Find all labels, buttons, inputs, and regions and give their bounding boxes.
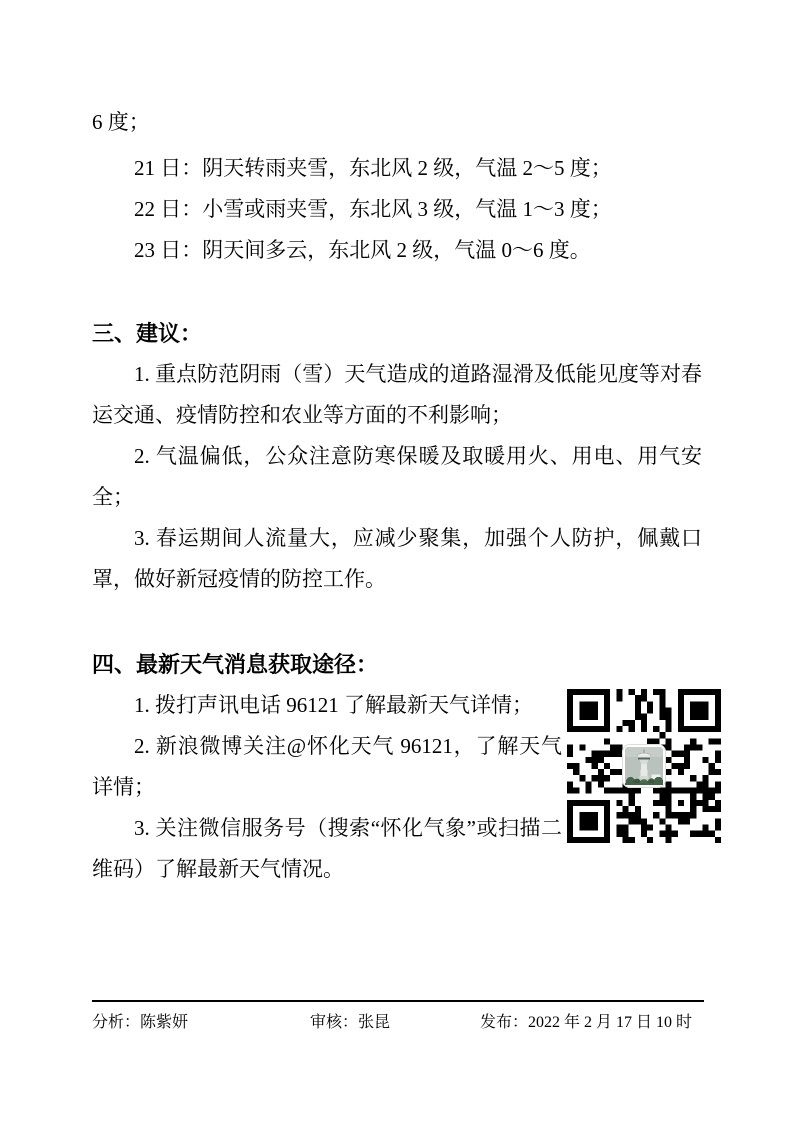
channel-item: 3. 关注微信服务号（搜索“怀化气象”或扫描二维码）了解最新天气情况。 [92,816,562,881]
forecast-line: 22 日：小雪或雨夹雪，东北风 3 级，气温 1～3 度； [134,197,612,221]
suggestion-item: 2. 气温偏低，公众注意防寒保暖及取暖用火、用电、用气安全； [92,444,702,509]
channel-item: 1. 拨打声讯电话 96121 了解最新天气详情； [134,693,533,717]
paragraph-continuation: 6 度； [92,110,150,134]
section-heading-channels: 四、最新天气消息获取途径： [92,652,379,677]
forecast-lines [92,148,702,271]
channel-item: 2. 新浪微博关注@怀化天气 96121，了解天气详情； [92,734,562,799]
suggestions-items [92,354,702,600]
suggestion-item: 3. 春运期间人流量大，应减少聚集，加强个人防护，佩戴口罩，做好新冠疫情的防控工作。 [92,526,702,591]
weather-tower-icon [625,747,663,785]
suggestion-item: 1. 重点防范阴雨（雪）天气造成的道路湿滑及低能见度等对春运交通、疫情防控和农业等方面的不利影响； [92,362,702,427]
footer-publish-time: 发布：2022 年 2 月 17 日 10 时 [480,1014,693,1031]
forecast-line: 23 日：阴天间多云，东北风 2 级，气温 0～6 度。 [134,238,591,262]
qr-center-logo [622,744,666,788]
forecast-line: 21 日：阴天转雨夹雪，东北风 2 级，气温 2～5 度； [134,156,612,180]
channels-items [92,685,562,890]
document-footer [92,1000,704,1034]
wechat-qr-code-icon [567,689,721,843]
footer-analyst: 分析：陈紫妍 [92,1014,189,1031]
section-heading-suggestions: 三、建议： [92,321,203,346]
footer-reviewer: 审核：张昆 [310,1014,391,1031]
